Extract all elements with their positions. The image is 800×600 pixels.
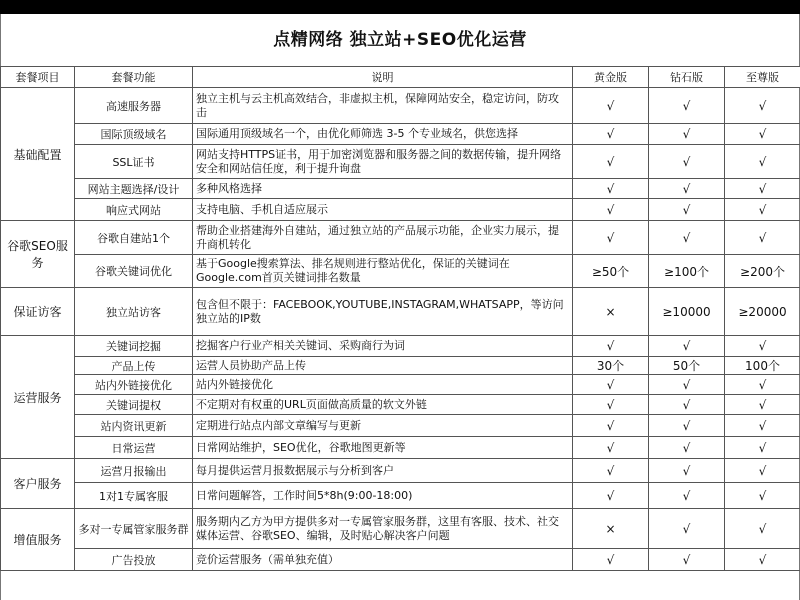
diamond-value-cell: √ [649,415,725,437]
diamond-value-cell: √ [649,395,725,415]
table-row [1,145,800,179]
gold-value-cell: √ [573,483,649,509]
feature-cell: 多对一专属管家服务群 [75,509,193,549]
feature-cell: 响应式网站 [75,199,193,221]
description-cell: 支持电脑、手机自适应展示 [193,199,573,221]
feature-cell: 日常运营 [75,437,193,459]
diamond-value-cell: √ [649,459,725,483]
feature-cell: 站内外链接优化 [75,375,193,395]
feature-cell: 独立站访客 [75,288,193,336]
category-cell: 基础配置 [1,88,75,221]
table-row [1,415,800,437]
gold-value-cell: 30个 [573,357,649,375]
gold-value-cell: ≥50个 [573,255,649,288]
feature-cell: 站内资讯更新 [75,415,193,437]
feature-cell: SSL证书 [75,145,193,179]
gold-value-cell: √ [573,88,649,124]
supreme-value-cell: √ [725,549,800,571]
diamond-value-cell: √ [649,124,725,145]
description-cell: 运营人员协助产品上传 [193,357,573,375]
supreme-value-cell: √ [725,124,800,145]
diamond-value-cell: √ [649,221,725,255]
feature-cell: 国际顶级域名 [75,124,193,145]
description-cell: 独立主机与云主机高效结合，非虚拟主机，保障网站安全，稳定访问，防攻击 [193,88,573,124]
table-row [1,549,800,571]
table-row [1,199,800,221]
diamond-value-cell: √ [649,88,725,124]
supreme-value-cell: √ [725,88,800,124]
category-cell: 保证访客 [1,288,75,336]
feature-cell: 关键词挖掘 [75,336,193,357]
supreme-value-cell: √ [725,459,800,483]
feature-cell: 网站主题选择/设计 [75,179,193,199]
table-row [1,437,800,459]
header-gold: 黄金版 [573,67,649,88]
gold-value-cell: × [573,288,649,336]
supreme-value-cell: 100个 [725,357,800,375]
description-cell: 日常网站维护，SEO优化，谷歌地图更新等 [193,437,573,459]
table-row [1,288,800,336]
gold-value-cell: √ [573,221,649,255]
supreme-value-cell: √ [725,395,800,415]
table-header-row [1,67,800,88]
feature-cell: 谷歌自建站1个 [75,221,193,255]
description-cell: 定期进行站点内部文章编写与更新 [193,415,573,437]
feature-cell: 高速服务器 [75,88,193,124]
table-row [1,395,800,415]
supreme-value-cell: √ [725,415,800,437]
description-cell: 多种风格选择 [193,179,573,199]
header-diamond: 钻石版 [649,67,725,88]
gold-value-cell: √ [573,395,649,415]
supreme-value-cell: √ [725,221,800,255]
supreme-value-cell: √ [725,483,800,509]
gold-value-cell: √ [573,437,649,459]
gold-value-cell: √ [573,375,649,395]
diamond-value-cell: √ [649,437,725,459]
feature-cell: 关键词提权 [75,395,193,415]
description-cell: 挖掘客户行业产相关关键词、采购商行为词 [193,336,573,357]
table-row [1,88,800,124]
supreme-value-cell: ≥20000 [725,288,800,336]
table-row [1,255,800,288]
diamond-value-cell: √ [649,179,725,199]
feature-cell: 1对1专属客服 [75,483,193,509]
supreme-value-cell: ≥200个 [725,255,800,288]
header-supreme: 至尊版 [725,67,800,88]
table-row [1,483,800,509]
description-cell: 竞价运营服务（需单独充值） [193,549,573,571]
diamond-value-cell: √ [649,483,725,509]
category-cell: 运营服务 [1,336,75,459]
table-row [1,459,800,483]
description-cell: 不定期对有权重的URL页面做高质量的软文外链 [193,395,573,415]
page-title: 点精网络 独立站+SEO优化运营 [273,30,527,50]
table-row [1,375,800,395]
supreme-value-cell: √ [725,199,800,221]
category-cell: 客户服务 [1,459,75,509]
gold-value-cell: √ [573,199,649,221]
top-black-bar [0,0,800,14]
supreme-value-cell: √ [725,179,800,199]
diamond-value-cell: √ [649,549,725,571]
feature-cell: 产品上传 [75,357,193,375]
gold-value-cell: × [573,509,649,549]
table-row [1,357,800,375]
description-cell: 日常问题解答，工作时间5*8h(9:00-18:00) [193,483,573,509]
description-cell: 网站支持HTTPS证书，用于加密浏览器和服务器之间的数据传输，提升网络安全和网站信任度，利于提升询盘 [193,145,573,179]
table-body [1,88,800,571]
table-row [1,221,800,255]
gold-value-cell: √ [573,459,649,483]
description-cell: 服务期内乙方为甲方提供多对一专属管家服务群，这里有客服、技术、社交媒体运营、谷歌SEO、编辑，及时贴心解决客户问题 [193,509,573,549]
diamond-value-cell: ≥100个 [649,255,725,288]
gold-value-cell: √ [573,336,649,357]
supreme-value-cell: √ [725,437,800,459]
table-row [1,124,800,145]
gold-value-cell: √ [573,124,649,145]
diamond-value-cell: √ [649,375,725,395]
diamond-value-cell: √ [649,199,725,221]
gold-value-cell: √ [573,179,649,199]
category-cell: 谷歌SEO服务 [1,221,75,288]
description-cell: 包含但不限于：FACEBOOK,YOUTUBE,INSTAGRAM,WHATSAPP，等访问独立站的IP数 [193,288,573,336]
table-row [1,179,800,199]
header-package-feature: 套餐功能 [75,67,193,88]
feature-cell: 广告投放 [75,549,193,571]
table-row [1,509,800,549]
feature-cell: 谷歌关键词优化 [75,255,193,288]
description-cell: 基于Google搜索算法、排名规则进行整站优化，保证的关键词在Google.com首页关键词排名数量 [193,255,573,288]
feature-cell: 运营月报输出 [75,459,193,483]
description-cell: 每月提供运营月报数据展示与分析到客户 [193,459,573,483]
diamond-value-cell: 50个 [649,357,725,375]
gold-value-cell: √ [573,145,649,179]
category-cell: 增值服务 [1,509,75,571]
diamond-value-cell: ≥10000 [649,288,725,336]
supreme-value-cell: √ [725,509,800,549]
description-cell: 国际通用顶级域名一个，由优化师筛选 3-5 个专业域名，供您选择 [193,124,573,145]
gold-value-cell: √ [573,549,649,571]
gold-value-cell: √ [573,415,649,437]
supreme-value-cell: √ [725,145,800,179]
diamond-value-cell: √ [649,145,725,179]
package-comparison-table [0,66,800,571]
description-cell: 站内外链接优化 [193,375,573,395]
description-cell: 帮助企业搭建海外自建站，通过独立站的产品展示功能，企业实力展示，提升商机转化 [193,221,573,255]
supreme-value-cell: √ [725,336,800,357]
header-description: 说明 [193,67,573,88]
diamond-value-cell: √ [649,336,725,357]
supreme-value-cell: √ [725,375,800,395]
header-package-item: 套餐项目 [1,67,75,88]
table-row [1,336,800,357]
diamond-value-cell: √ [649,509,725,549]
